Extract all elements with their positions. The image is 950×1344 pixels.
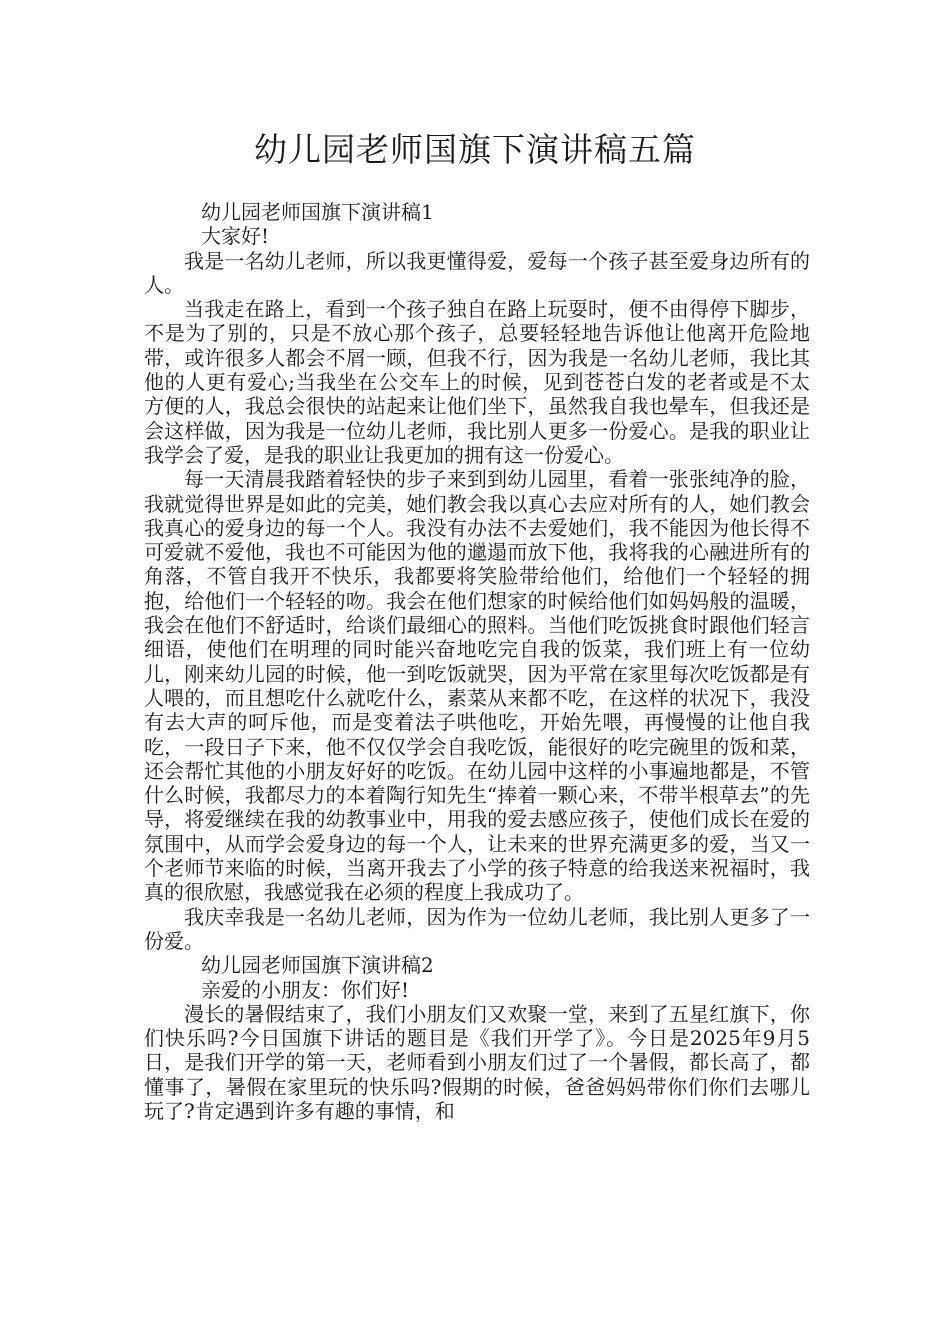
- paragraph: 漫长的暑假结束了，我们小朋友们又欢聚一堂，来到了五星红旗下，你们快乐吗?今日国旗下讲话的题目是《我们开学了》。今日是2025年9月5日，是我们开学的第一天，老师看到小朋友们过了一个暑假，都长高了，都懂事了，暑假在家里玩的快乐吗?假期的时候，爸爸妈妈带你们你们去哪儿玩了?肯定遇到许多有趣的事情，和: [144, 1001, 810, 1123]
- section-heading-1: 幼儿园老师国旗下演讲稿1: [201, 200, 434, 224]
- paragraph: 每一天清晨我踏着轻快的步子来到到幼儿园里，看着一张张纯净的脸，我就觉得世界是如此的完美，她们教会我以真心去应对所有的人，她们教会我真心的爱身边的每一个人。我没有办法不去爱她们，我不能因为他长得不可爱就不爱他，我也不可能因为他的邋遢而放下他，我将我的心融进所有的角落，不管自我开不快乐，我都要将笑脸带给他们，给他们一个轻轻的拥抱，给他们一个轻轻的吻。我会在他们想家的时候给他们如妈妈般的温暖，我会在他们不舒适时，给谈们最细心的照料。当他们吃饭挑食时跟他们轻言细语，使他们在明理的同时能兴奋地吃完自我的饭菜，我们班上有一位幼儿，刚来幼儿园的时候，他一到吃饭就哭，因为平常在家里每次吃饭都是有人喂的，而且想吃什么就吃什么，素菜从来都不吃，在这样的状况下，我没有去大声的呵斥他，而是变着法子哄他吃，开始先喂，再慢慢的让他自我吃，一段日子下来，他不仅仅学会自我吃饭，能很好的吃完碗里的饭和菜，还会帮忙其他的小朋友好好的吃饭。在幼儿园中这样的小事遍地都是，不管什么时候，我都尽力的本着陶行知先生“捧着一颗心来，不带半根草去”的先导，将爱继续在我的幼教事业中，用我的爱去感应孩子，使他们成长在爱的氛围中，从而学会爱身边的每一个人，让未来的世界充满更多的爱，当又一个老师节来临的时候，当离开我去了小学的孩子特意的给我送来祝福时，我真的很欣慰，我感觉我在必须的程度上我成功了。: [144, 467, 810, 905]
- document-title: 幼儿园老师国旗下演讲稿五篇: [254, 130, 696, 169]
- greeting: 大家好!: [201, 224, 270, 249]
- paragraph: 当我走在路上，看到一个孩子独自在路上玩耍时，便不由得停下脚步，不是为了别的，只是不放心那个孩子，总要轻轻地告诉他让他离开危险地带，或许很多人都会不屑一顾，但我不行，因为我是一名幼儿老师，我比其他的人更有爱心;当我坐在公交车上的时候，见到苍苍白发的老者或是不太方便的人，我总会很快的站起来让他们坐下，虽然我自我也晕车，但我还是会这样做，因为我是一位幼儿老师，我比别人更多一份爱心。是我的职业让我学会了爱，是我的职业让我更加的拥有这一份爱心。: [144, 297, 810, 467]
- document-body: [144, 200, 810, 1123]
- paragraph: 我是一名幼儿老师，所以我更懂得爱，爱每一个孩子甚至爱身边所有的人。: [144, 248, 810, 297]
- paragraph: 我庆幸我是一名幼儿老师，因为作为一位幼儿老师，我比别人更多了一份爱。: [144, 904, 810, 953]
- section-heading-2: 幼儿园老师国旗下演讲稿2: [201, 953, 434, 978]
- greeting: 亲爱的小朋友：你们好!: [201, 977, 410, 1002]
